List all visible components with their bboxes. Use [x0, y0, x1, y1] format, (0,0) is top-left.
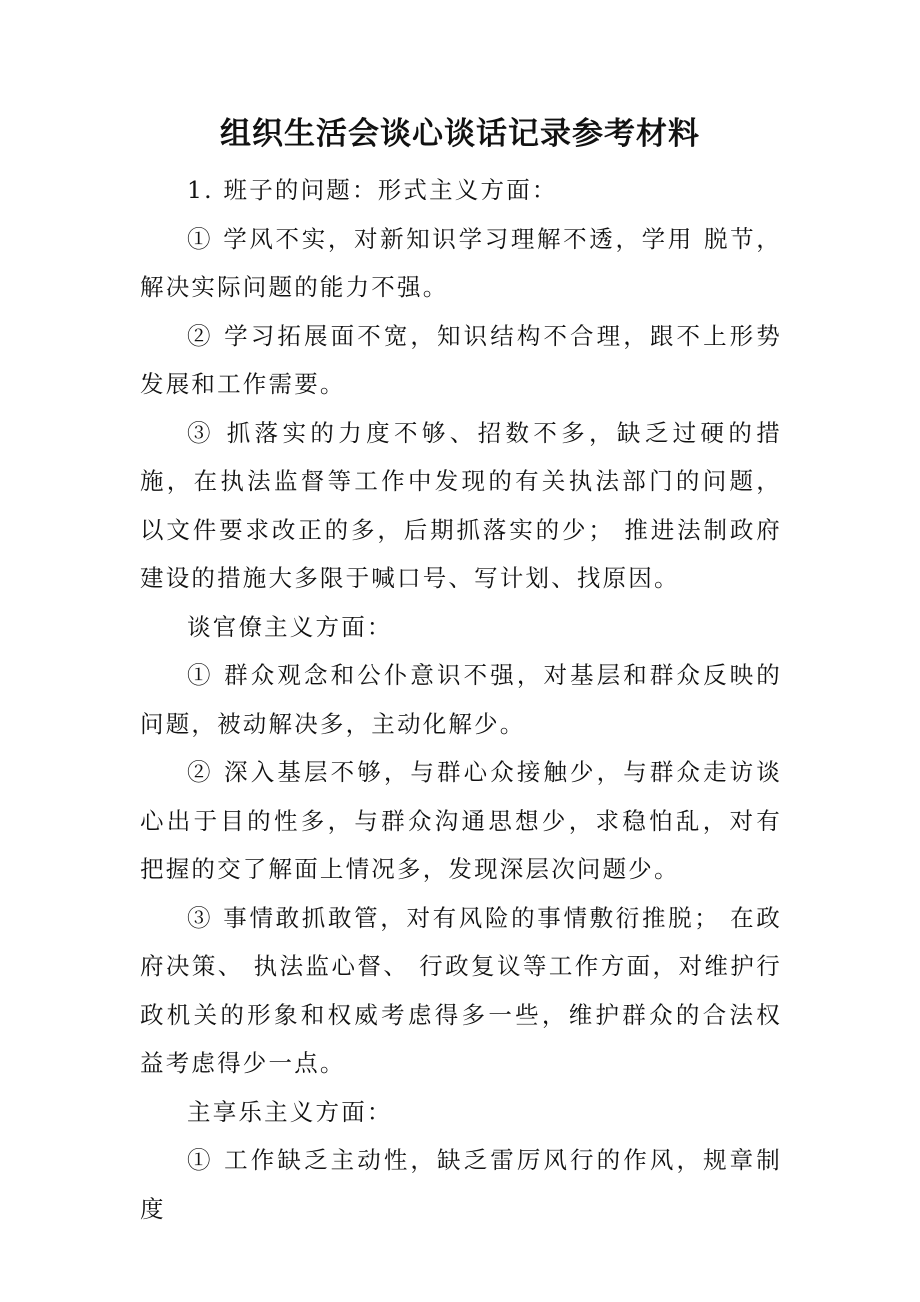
heading-hedonism: 主享乐主义方面：: [187, 1097, 393, 1126]
heading-team-problems: 1. 班子的问题：形式主义方面：: [187, 176, 558, 204]
bureaucratism-item-1: ① 群众观念和公仆意识不强，对基层和群众反映的问题，被动解决多，主动化解少。: [140, 661, 782, 738]
hedonism-item-1: ① 工作缺乏主动性，缺乏雷厉风行的作风，规章制度: [140, 1146, 782, 1223]
document-title: 组织生活会谈心谈话记录参考材料: [220, 116, 700, 152]
bureaucratism-item-3: ③ 事情敢抓敢管，对有风险的事情敷衍推脱； 在政府决策、 执法监心督、 行政复议等工作方面，对维护行政机关的形象和权威考虑得多一些，维护群众的合法权益考虑得少一点。: [140, 903, 782, 1077]
formalism-item-1: ① 学风不实，对新知识学习理解不透，学用 脱节，解决实际问题的能力不强。: [140, 224, 782, 301]
formalism-item-2: ② 学习拓展面不宽，知识结构不合理，跟不上形势发展和工作需要。: [140, 321, 782, 398]
heading-bureaucratism: 谈官僚主义方面：: [187, 612, 393, 641]
document-body: [140, 166, 782, 1233]
bureaucratism-item-2: ② 深入基层不够，与群心众接触少，与群众走访谈心出于目的性多，与群众沟通思想少，求稳怕乱，对有把握的交了解面上情况多，发现深层次问题少。: [140, 758, 782, 883]
formalism-item-3: ③ 抓落实的力度不够、招数不多，缺乏过硬的措施，在执法监督等工作中发现的有关执法部门的问题， 以文件要求改正的多，后期抓落实的少； 推进法制政府建设的措施大多限于喊口号、写计划、找原因。: [140, 418, 782, 592]
